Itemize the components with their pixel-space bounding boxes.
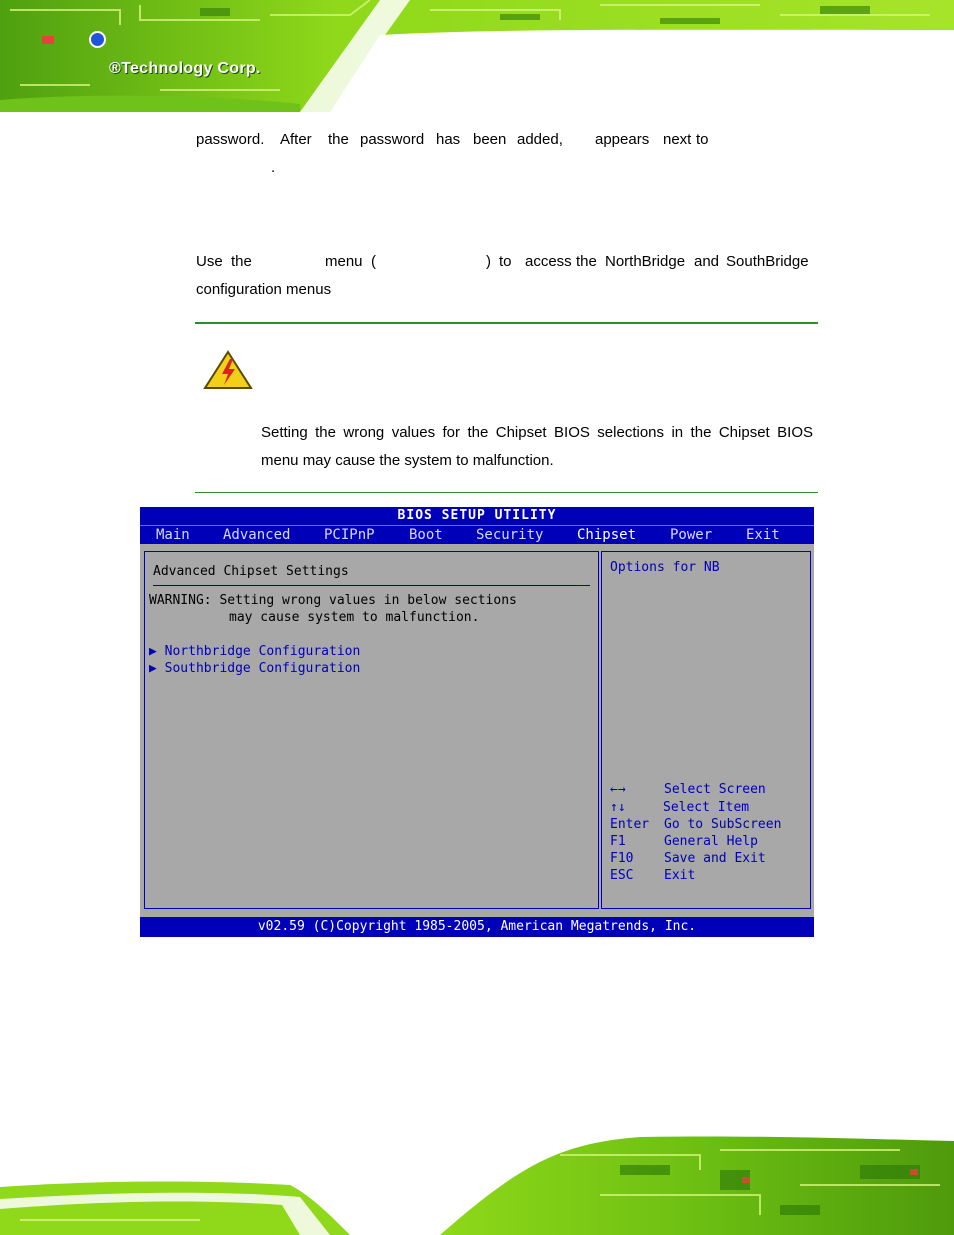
tab-power[interactable]: Power xyxy=(670,527,713,543)
bios-screen xyxy=(140,507,814,937)
tab-pcipnp[interactable]: PCIPnP xyxy=(324,527,375,543)
tab-security[interactable]: Security xyxy=(476,527,544,543)
help-text: Options for NB xyxy=(610,560,720,575)
company-name: ®Technology Corp. xyxy=(109,60,261,77)
word: to xyxy=(499,253,512,270)
word: been xyxy=(473,131,507,148)
tab-main[interactable]: Main xyxy=(156,527,190,543)
bios-menu-bar xyxy=(140,525,814,544)
warning-text: Setting the wrong values for the Chipset BIOS selections in the Chipset BIOS menu may cause the system to malfunction. xyxy=(261,424,813,469)
logo-dot-icon xyxy=(89,31,106,48)
word: the xyxy=(328,131,349,148)
chipset-paragraph xyxy=(196,248,814,308)
key-name: F1 xyxy=(610,834,626,849)
word: SouthBridge xyxy=(726,253,809,270)
tab-exit[interactable]: Exit xyxy=(746,527,780,543)
bios-main-panel xyxy=(144,551,599,909)
line: configuration menus xyxy=(196,281,332,298)
word: menu xyxy=(325,253,363,270)
word: access xyxy=(525,253,572,270)
word: to xyxy=(696,131,709,148)
word: password xyxy=(360,131,425,148)
tab-chipset[interactable]: Chipset xyxy=(577,527,637,543)
word: ( xyxy=(371,253,376,270)
word: the xyxy=(231,253,252,270)
key-name: ESC xyxy=(610,868,634,883)
tab-boot[interactable]: Boot xyxy=(409,527,443,543)
key-name: ←→ xyxy=(610,782,626,797)
menu-item-northbridge[interactable]: ▶ Northbridge Configuration xyxy=(149,644,361,659)
tab-advanced[interactable]: Advanced xyxy=(223,527,291,543)
warning-top-rule xyxy=(195,322,818,324)
section-divider xyxy=(153,585,590,586)
key-action: Select Item xyxy=(663,800,750,815)
word: password. xyxy=(196,131,265,148)
footer-banner xyxy=(0,1125,954,1235)
key-action: General Help xyxy=(664,834,758,849)
pcb-background xyxy=(0,1125,954,1235)
word: ) xyxy=(486,253,491,270)
word: next xyxy=(663,131,692,148)
bios-copyright: v02.59 (C)Copyright 1985-2005, American Megatrends, Inc. xyxy=(140,917,814,937)
bios-title: BIOS SETUP UTILITY xyxy=(140,507,814,525)
key-name: ↑↓ xyxy=(610,800,626,815)
word: NorthBridge xyxy=(605,253,686,270)
key-action: Go to SubScreen xyxy=(664,817,782,832)
period: . xyxy=(271,159,276,176)
menu-item-southbridge[interactable]: ▶ Southbridge Configuration xyxy=(149,661,361,676)
warning-line-2: may cause system to malfunction. xyxy=(229,610,480,625)
header-banner xyxy=(0,0,954,112)
warning-line-1: WARNING: Setting wrong values in below sections xyxy=(149,593,517,608)
intro-paragraph xyxy=(196,126,814,186)
word: the xyxy=(576,253,597,270)
warning-icon xyxy=(203,350,253,390)
word: and xyxy=(694,253,720,270)
pcb-background xyxy=(0,0,954,112)
word: has xyxy=(436,131,461,148)
key-name: Enter xyxy=(610,817,650,832)
section-title: Advanced Chipset Settings xyxy=(153,564,349,579)
key-action: Exit xyxy=(664,868,696,883)
key-action: Select Screen xyxy=(664,782,766,797)
key-name: F10 xyxy=(610,851,634,866)
word: After xyxy=(280,131,312,148)
warning-bottom-rule xyxy=(195,492,818,493)
bios-help-panel xyxy=(601,551,811,909)
word: added, xyxy=(517,131,563,148)
word: Use xyxy=(196,253,223,270)
key-action: Save and Exit xyxy=(664,851,766,866)
word: appears xyxy=(595,131,650,148)
